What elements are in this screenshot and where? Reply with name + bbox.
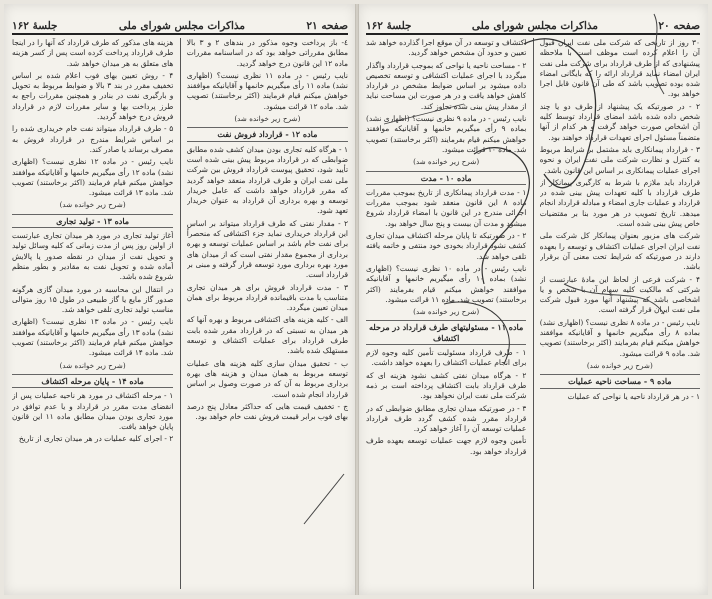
paragraph: هزینه های مذکور که طرف قرارداد که آنها را در اینجا طرف قرارداد پرداخت کرده است پس از کسر هزینه های متعلق به هر میدان خواهد شد. — [12, 38, 174, 68]
paragraph: نایب رئیس - در ماده ۸ نظری نیست؟ (اظهاری نشد) بماده ۸ رأی میگیریم خانمها و آقایانیکه موافقند خواهش میکنم قیام بفرمایند (اکثر برخاستند) تصویب شد. ماده ۹ قرائت میشود. — [539, 317, 700, 358]
paragraph: شرکت های مزبور بعنوان پیمانکار کل شرکت ملی نفت ایران اجرای عملیات اکتشاف و توسعه را بعهده دارند در صورتیکه که شرایط تحت معنی آن برقرار باشد. — [539, 231, 700, 272]
paragraph: ۴ - روش تعیین بهای فوب اعلام شده بر اساس تخفیف مقرر در بند ۳ بالا و ضوابط مربوط به تحویل و بارگیری نفت در بنادر و همچنین مقررات راجع به طرز پرداخت بها و سایر مقررات لازم در قرارداد فروش درج خواهد گردید. — [12, 70, 174, 122]
paragraph: نایب رئیس - در ماده ۱۱ نظری نیست؟ (اظهاری نشد) ماده ۱۱ رأی میگیریم خانمها و آقایانیکه موافقند خواهش میکنم قیام فرمایند (اکثر برخاستند) تصویب شد. ماده ۱۲ قرائت میشود. — [186, 70, 348, 111]
column-divider — [533, 38, 534, 589]
paragraph: ۱ - در هر قرارداد ناحیه یا نواحی که عملیات — [567, 391, 700, 401]
column-right — [540, 38, 700, 589]
paragraph: ۲ - در صورتیکه تا پایان مرحله اکتشاف میدان تجاری کشف نشود قرارداد بخودی خود منتفی و خاتمه یافته تلقی خواهد شد. — [366, 231, 527, 261]
paragraph: آغاز تولید تجاری در مورد هر میدان تجاری عبارتست از اولین روز پس از مدت زمانی که کلیه وسائل تولید و تحویل نفت از میدان در نقطه صدور یا پالایش آماده شده و تحویل نفت به مقادیر و بطور منظم شروع شده باشد. — [12, 231, 174, 282]
paragraph: ۳ - قرارداد پیمانکاری باید مشتمل بر شرایط مربوط به کنترل و نظارت شرکت ملی نفت ایران و نحوه اجرای عملیات پیمانکاری بر اساس این قانون باشد. — [539, 144, 700, 175]
reading-note: (شرح زیر خوانده شد) — [59, 360, 126, 370]
paragraph: ب - تحقیق میدان سازی کلیه هزینه های عملیات توسعه مربوط به همان میدان و هزینه های بهره برداری مربوط به آن که در صورت وصول بر اساس قرارداد انجام شده است. — [186, 358, 348, 399]
reading-note: (شرح زیر خوانده شد) — [59, 200, 126, 210]
column-divider — [180, 38, 181, 589]
paragraph: ۵ - طرف قرارداد میتواند نفت خام خریداری شده را بر اساس شرایط مندرج در قرارداد فروش به مصرف برساند یا صادر کند. — [12, 124, 174, 154]
paragraph: تأمین وجوه لازم جهت عملیات توسعه بعهده طرف قرارداد خواهد بود. — [366, 436, 527, 456]
paragraph: ۱ - طرف قرارداد مسئولیت تأمین کلیه وجوه لازم برای انجام عملیات اکتشاف را بعهده خواهد داشت. — [366, 348, 527, 368]
publication-title: مذاکرات مجلس شورای ملی — [118, 20, 246, 32]
session-number: جلسهٔ ۱۶۲ — [12, 20, 58, 32]
article-heading: ماده ۱۲ - قرارداد فروش نفت — [187, 127, 348, 141]
page-21 — [4, 4, 356, 595]
document-spread — [4, 4, 708, 595]
book-gutter — [355, 4, 359, 595]
paragraph: ٤- باز پرداخت وجوه مذکور در بندهای ۲ و ۳ بالا مطابق مقرراتی خواهد بود که در اساسنامه مقررات ماده ۱۲ این قانون درج خواهد گردید. — [186, 38, 348, 68]
paragraph: نایب رئیس - در ماده ۱۳ نظری نیست؟ (اظهاری نشد) ماده ۱۳ رأی میگیریم خانمها و آقایانیکه موافقند خواهش میکنم قیام فرمایند (اکثر برخاستند) تصویب شد. ماده ۱۴ قرائت میشود. — [12, 317, 174, 358]
paragraph: در انتقال این محاسبه در مورد میدان گازی هرگونه صدور گاز مایع یا گاز طبیعی در طول ۱۵ روز متوالی مناسب تولید تجاری تلقی خواهد شد. — [12, 284, 174, 315]
paragraph: نایب رئیس - در ماده ۱۰ نظری نیست؟ (اظهاری نشد) بماده ۱۰ رأی میگیریم خانمها و آقایانیکه موافقند خواهش میکنم قیام بفرمایند (اکثر برخاستند) تصویب شد. ماده ۱۱ قرائت میشود. — [366, 263, 527, 304]
article-heading: ماده ۱۳ - تولید تجاری — [12, 214, 173, 228]
paragraph: ۱ - مرحله اکتشاف در مورد هر ناحیه عملیات پس از انقضای مدت مقرر در قرارداد و یا عدم توافق در مورد تجاری بودن میدان مطابق ماده ۱۱ این قانون پایان خواهد یافت. — [12, 391, 174, 432]
session-number: جلسهٔ ۱۶۲ — [366, 20, 412, 32]
article-heading: ماده ۱۰ - مدت — [366, 171, 526, 185]
paragraph: ۴ - شرکت فرعی از لحاظ این مادهٔ عبارتست از شرکتی که مالکیت کلیه سهام آن با شخص و یا اشخاصی باشد که پیشنهاد آنها مورد قبول شرکت ملی نفت ایران قرار گرفته است. — [539, 274, 700, 315]
paragraph: ۳۰ روز از تاریخی که شرکت ملی نفت ایران قبول آن را اعلام کرده است موظف است با ملاحظه پیشنهادی که از طرف قرارداد برای شرکت ملی نفت ایران امضاء نماید قرارداد ارائه را که بایگانی امضاء شده بوده تصویب باشد که طی آن قانون قابل اجرا خواهد بود. — [539, 38, 700, 99]
paragraph: نایب رئیس - در ماده ۹ نظری نیست؟ (اظهاری نشد) بماده ۹ رأی میگیریم خانمها و آقایانیکه موافقند خواهش میکنم قیام بفرمایند (اکثر برخاستند) تصویب شد. ماده ۱۰ قرائت میشود. — [366, 114, 527, 154]
reading-note: (شرح زیر خوانده شد) — [413, 307, 480, 317]
paragraph: ج - تخفیف قیمت هایی که حداکثر معادل پنج درصد بهای فوب برابر قیمت فروش نفت خام خواهد بود. — [186, 401, 348, 422]
column-right — [187, 38, 348, 589]
paragraph: ۲ - مساحت ناحیه یا نواحی که بموجب قرارداد واگذار میگردد با اجرای عملیات اکتشافی و توسعه تخصیص داده میشود بر اساس ضوابط مشخص در قرارداد کاهش خواهد یافت و در هر صورت این مساحت نباید از مقدار پیش بینی شده تجاوز کند. — [366, 60, 527, 111]
paragraph: ۳ - در صورتیکه میدان تجاری مطابق ضوابطی که در قرارداد مقرر شده کشف گردد طرف قرارداد عملیات توسعه آن را آغاز خواهد کرد. — [366, 403, 527, 434]
reading-note: (شرح زیر خوانده شد) — [586, 360, 653, 370]
paragraph: ۲ - هرگاه میدان نفتی کشف نشود هزینه ای که طرف قرارداد بابت اکتشاف پرداخته است بر ذمه شرکت ملی نفت ایران نخواهد بود. — [366, 370, 527, 401]
reading-note: (شرح زیر خوانده شد) — [413, 157, 480, 167]
paragraph: قرارداد باید ملازم با شرط به کارگیری پیمانکار از طرف قرارداد با کلیه تعهدات پیش بینی شده در قرارداد و عملیات جاری امضاء و مبادله قرارداد انجام میدهد. تاریخ تصویب در هر مورد بنا بر مقتضیات خاص پیش بینی شده است. — [539, 177, 700, 229]
page-header — [12, 10, 348, 35]
paragraph: اکتشاف و توسعه در آن موقع اجرا گذارده خواهد شد تعیین و حدود آن مشخص خواهد گردید. — [366, 38, 527, 58]
paragraph: الف - کلیه هزینه های اکتشافی مربوط و بهره آنها که هر میدان به نسبتی که در قرارداد مقرر شده بابت طرف قرارداد برای عملیات اکتشاف و توسعه مستهلک شده باشد. — [186, 315, 348, 356]
paragraph: ۲ - در صورتیکه یک پیشنهاد از طرف دو یا چند شخص داده شده باشد امضای قرارداد توسط کلیه آن اشخاص صورت خواهد گرفت و هر کدام از آنها متضمناً مسئول اجرای تعهدات قرارداد خواهند بود. — [539, 101, 700, 142]
publication-title: مذاکرات مجلس شورای ملی — [471, 20, 599, 32]
page-number: صفحه ۲۱ — [306, 20, 348, 32]
column-left — [12, 38, 173, 589]
article-heading: ماده ۹ - مساحت ناحیه عملیات — [540, 374, 700, 388]
reading-note: (شرح زیر خوانده شد) — [234, 114, 301, 124]
paragraph: ۱ - مدت قرارداد پیمانکاری از تاریخ بموجب مقررات ماده ۸ این قانون منعقد شود بموجب مقررات اجرائی مندرج در این قانون با امضاء قرارداد شروع میشود و مدت آن بیست و پنج سال خواهد بود. — [366, 187, 527, 228]
article-heading: ماده ۱۱ - مسئولیتهای طرف قرارداد در مرحله اکتشاف — [366, 320, 526, 345]
page-20 — [358, 4, 708, 595]
paragraph: ۲ - اجرای کلیه عملیات در هر میدان تجاری از تاریخ — [18, 434, 174, 444]
text-columns — [366, 38, 700, 589]
page-number: صفحه ۲۰ — [658, 20, 700, 32]
column-left — [366, 38, 526, 589]
article-heading: ماده ۱۴ - پایان مرحله اکتشاف — [12, 374, 173, 388]
paragraph: ۲ - مقدار نفتی که طرف قرارداد میتواند بر اساس این قرارداد خریداری نماید جزء اکتشافی که منحصراً برای نفت خام باشد بر اساس عملیات توسعه و بهره برداری از مجموع مقدار نفتی است که از میدان های مورد بهره برداری مورد توسعه قرار گرفته و مبنی بر قرارداد است. — [186, 218, 348, 280]
page-header — [366, 10, 700, 35]
paragraph: ۳ - مدت قرارداد فروش برای هر میدان تجاری متناسب با مدت باقیمانده قرارداد مربوط برای همان میدان تعیین میگردد. — [186, 282, 348, 313]
text-columns — [12, 38, 348, 589]
paragraph: ۱ - هرگاه کلیه تجاری بودن میدان کشف شده مطابق ضوابطی که در قرارداد مربوط پیش بینی شده است تأیید شود، تحقیق پیوست قرارداد فروش بین شرکت ملی نفت ایران و طرف قرارداد منعقد خواهد گردید که مقرر قرارداد خواهد داشت که عامل خریدار توسعه و بهره برداری آن قرارداد به عنوان خریدار تعهد شود. — [186, 144, 348, 216]
paragraph: نایب رئیس - در ماده ۱۲ نظری نیست؟ (اظهاری نشد) ماده ۱۲ رأی میگیریم خانمها و آقایانیکه موافقند خواهش میکنم قیام فرمایند (اکثر برخاستند) تصویب شد. ماده ۱۳ قرائت میشود. — [12, 157, 174, 198]
